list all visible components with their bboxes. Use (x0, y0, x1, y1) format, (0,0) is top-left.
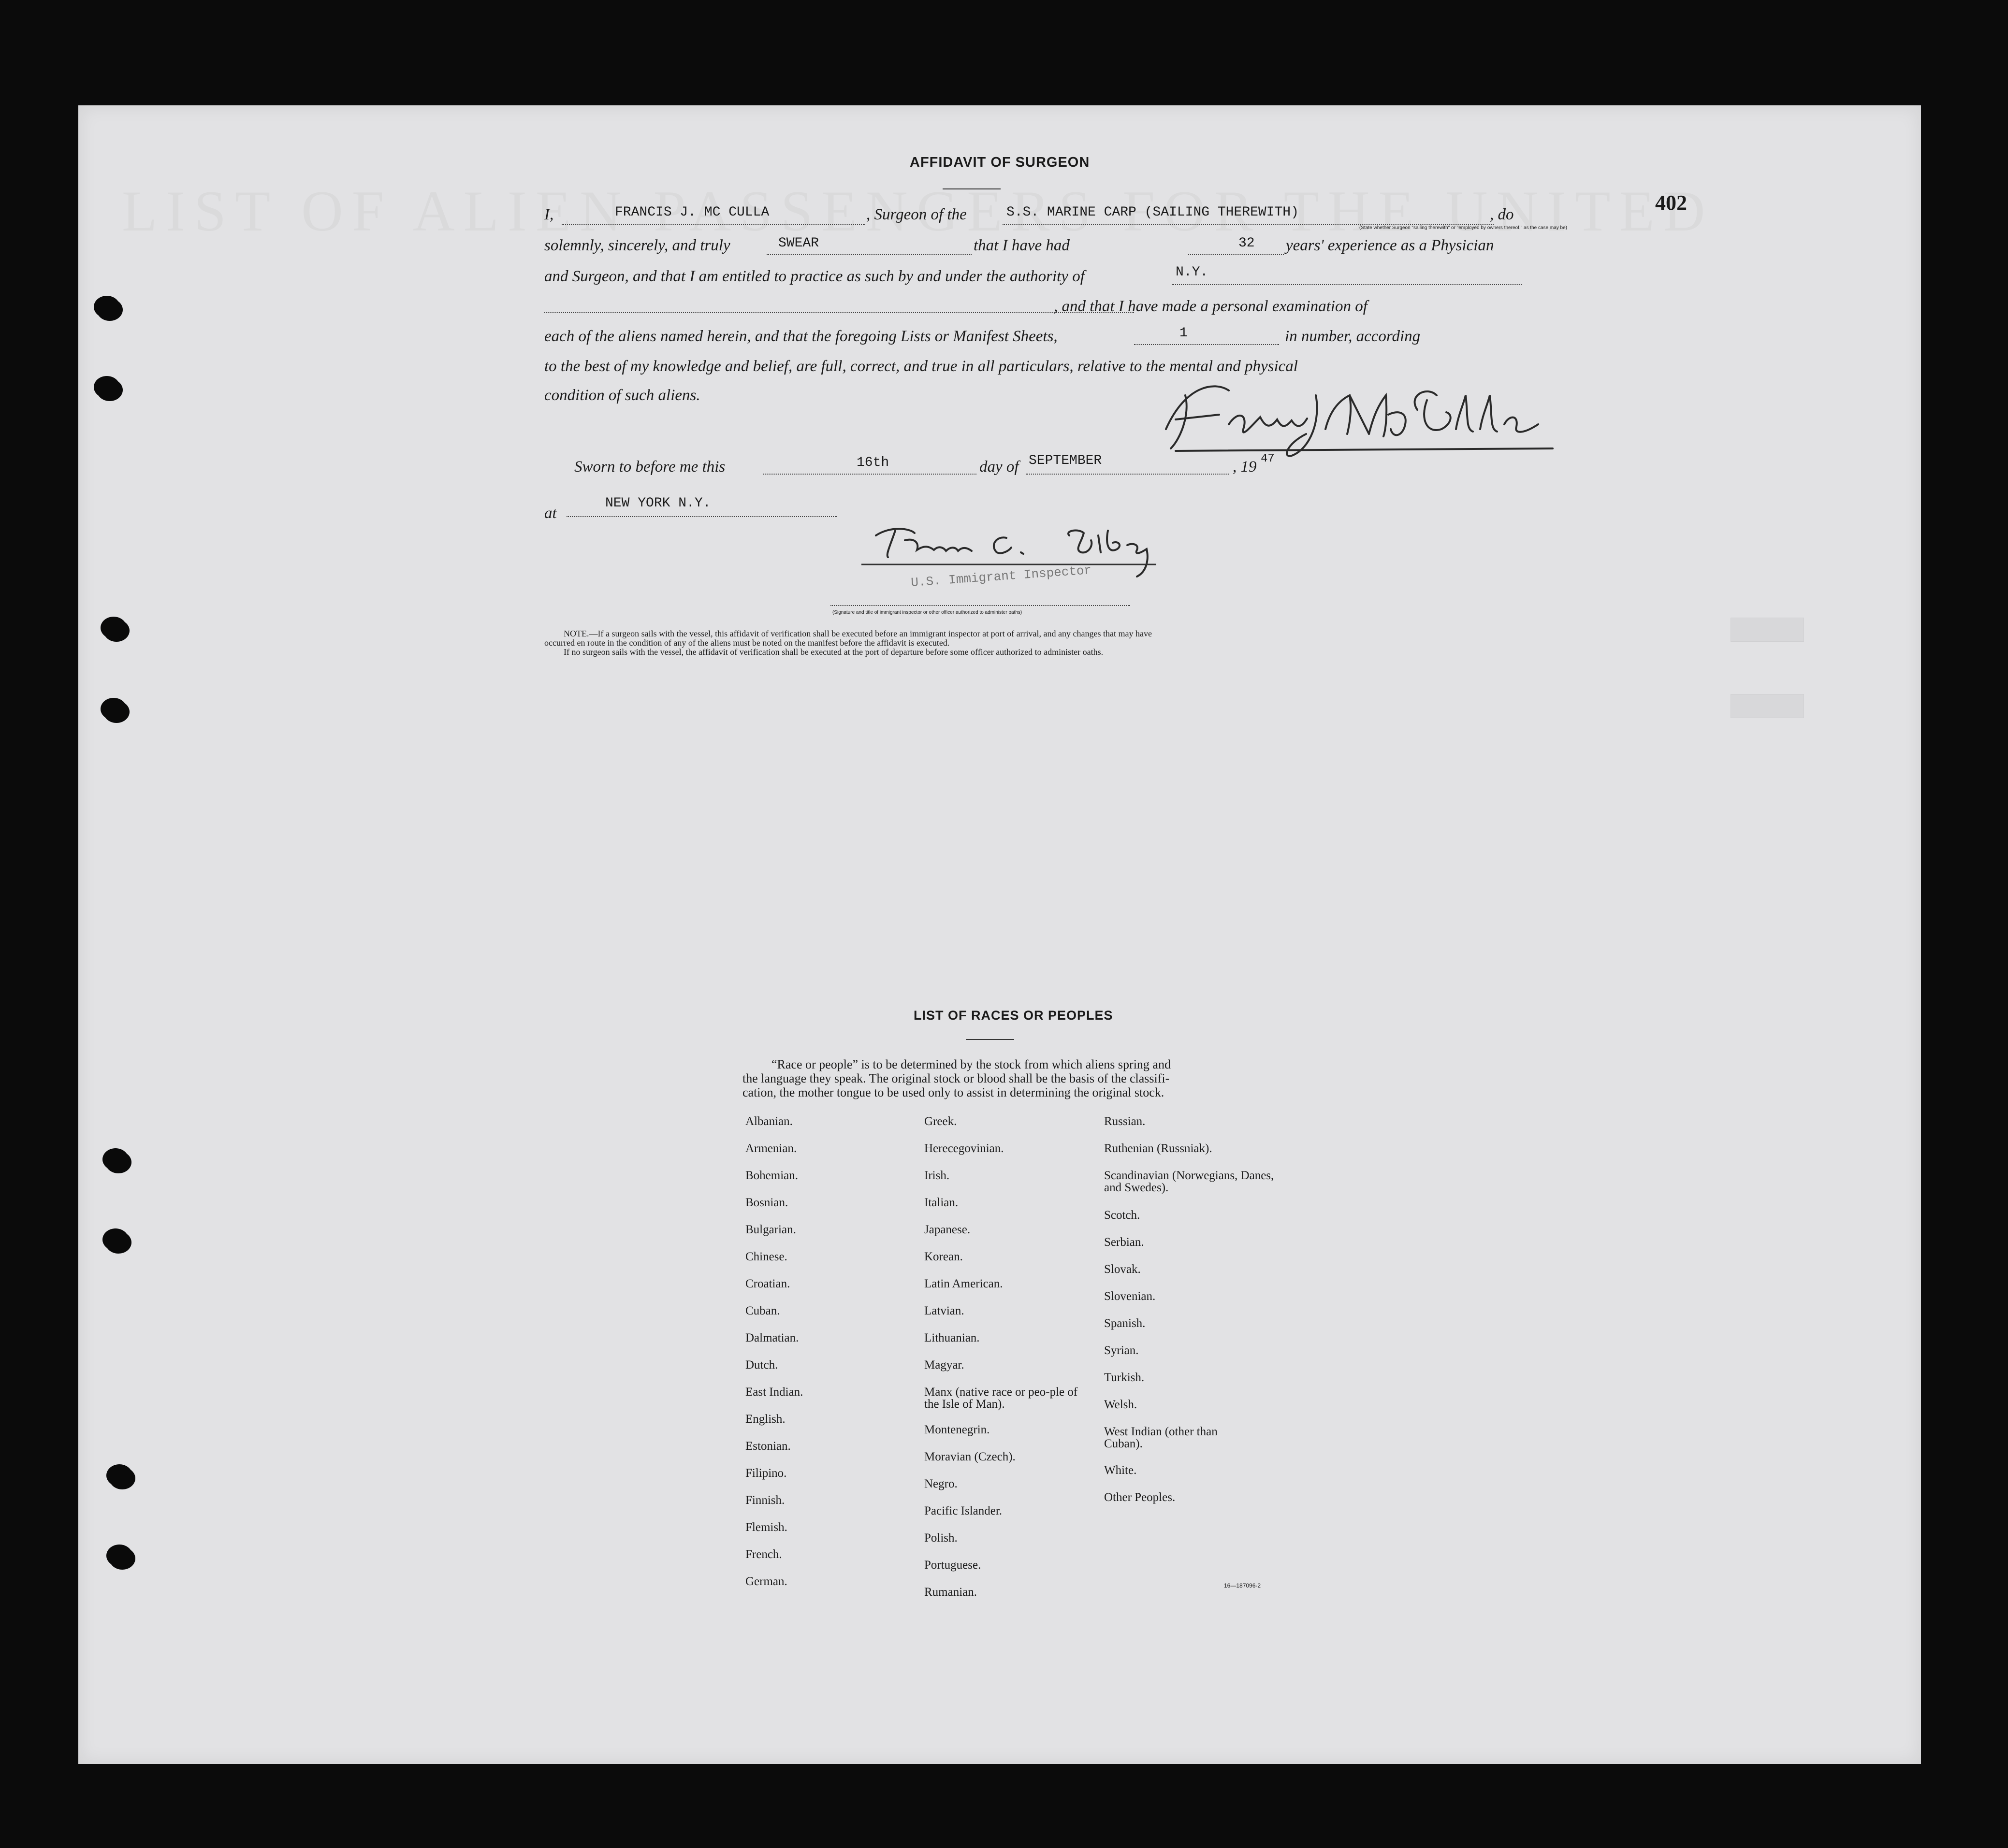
affidavit-line1-end: , do (1490, 206, 1514, 223)
race-item: Serbian. (1104, 1236, 1144, 1249)
line4-rule (544, 312, 1134, 313)
race-item: West Indian (other than Cuban). (1104, 1425, 1218, 1450)
inspector-caption: (Signature and title of immigrant inspector or other officer authorized to administer oaths) (832, 610, 1022, 615)
line3-rule (1172, 284, 1522, 285)
race-item: Lithuanian. (924, 1331, 980, 1344)
affidavit-line2-lead: solemnly, sincerely, and truly (544, 237, 730, 254)
page-number: 402 (1655, 191, 1687, 215)
race-item: German. (745, 1575, 787, 1588)
affidavit-line1-mid: , Surgeon of the (866, 206, 967, 223)
race-item: Flemish. (745, 1521, 787, 1534)
document-page (78, 105, 1921, 1764)
race-item: Slovak. (1104, 1263, 1141, 1276)
affidavit-line4-end: , and that I have made a personal examination of (1054, 298, 1368, 315)
race-item: Magyar. (924, 1358, 964, 1372)
faint-box-1 (1731, 618, 1804, 642)
race-item: White. (1104, 1464, 1137, 1477)
vessel-field: S.S. MARINE CARP (SAILING THEREWITH) (1006, 205, 1299, 220)
race-item: Croatian. (745, 1277, 790, 1290)
affidavit-line5-end: in number, according (1285, 328, 1421, 345)
sworn-year-field: 47 (1261, 452, 1275, 465)
punch-hole (101, 698, 127, 720)
race-item: Moravian (Czech). (924, 1450, 1016, 1463)
faint-box-2 (1731, 694, 1804, 718)
races-column-2 (924, 1115, 1093, 1613)
oath-field: SWEAR (778, 236, 819, 251)
races-intro (742, 1057, 1342, 1099)
races-intro-line-2: the language they speak. The original stock or blood shall be the basis of the classifi- (742, 1071, 1170, 1085)
affidavit-line2-end: years' experience as a Physician (1286, 237, 1494, 254)
sworn-lead: Sworn to before me this (574, 458, 726, 476)
punch-hole (94, 296, 120, 318)
race-item: Russian. (1104, 1115, 1146, 1128)
line5-rule (1134, 344, 1279, 345)
race-item: Armenian. (745, 1142, 797, 1155)
affidavit-line7: condition of such aliens. (544, 387, 700, 404)
race-item: Syrian. (1104, 1344, 1139, 1357)
affidavit-title: AFFIDAVIT OF SURGEON (910, 155, 1090, 170)
affidavit-line5-lead: each of the aliens named herein, and that the foregoing Lists or Manifest Sheets, (544, 328, 1058, 345)
race-item: Scandinavian (Norwegians, Danes, and Swedes). (1104, 1169, 1274, 1194)
vessel-note: (State whether Surgeon "sailing therewith" or "employed by owners thereof," as the case may be) (1359, 225, 1567, 231)
race-item: Bulgarian. (745, 1223, 796, 1236)
sworn-year-prefix: , 19 (1233, 458, 1257, 476)
race-item: Cuban. (745, 1304, 780, 1317)
punch-hole (101, 617, 127, 639)
punch-hole (102, 1148, 129, 1170)
races-intro-line-1: “Race or people” is to be determined by the stock from which aliens spring and (771, 1057, 1171, 1071)
race-item: Filipino. (745, 1467, 787, 1480)
inspector-rule (830, 605, 1130, 606)
races-title: LIST OF RACES OR PEOPLES (914, 1008, 1113, 1023)
form-code: 16—187096-2 (1224, 1582, 1261, 1589)
sworn-day-of: day of (979, 458, 1019, 476)
race-item: Bohemian. (745, 1169, 799, 1182)
race-item: Chinese. (745, 1250, 787, 1263)
race-item: Latin American. (924, 1277, 1003, 1290)
race-item: Albanian. (745, 1115, 793, 1128)
race-item: Bosnian. (745, 1196, 788, 1209)
races-intro-line-3: cation, the mother tongue to be used only to assist in determining the original stock. (742, 1085, 1164, 1099)
race-item: French. (745, 1548, 782, 1561)
line2-rule-a (767, 254, 972, 255)
race-item: Rumanian. (924, 1586, 977, 1599)
note-line-3: If no surgeon sails with the vessel, the affidavit of verification shall be executed at the port of departure before some officer authorized to administer oaths. (564, 647, 1104, 657)
sworn-month-field: SEPTEMBER (1029, 453, 1102, 468)
punch-hole (94, 376, 120, 398)
race-item: Other Peoples. (1104, 1491, 1176, 1504)
affidavit-note (544, 629, 1540, 657)
race-item: Dalmatian. (745, 1331, 799, 1344)
affidavit-line3-lead: and Surgeon, and that I am entitled to practice as such by and under the authority of (544, 268, 1085, 285)
race-item: Ruthenian (Russniak). (1104, 1142, 1212, 1155)
inspector-title-stamp: U.S. Immigrant Inspector (910, 563, 1092, 591)
sworn-day-rule (763, 474, 976, 475)
race-item: Welsh. (1104, 1398, 1137, 1411)
race-item: Turkish. (1104, 1371, 1145, 1384)
race-item: Manx (native race or peo-ple of the Isle of Man). (924, 1386, 1078, 1411)
races-column-3 (1104, 1115, 1283, 1518)
at-lead: at (544, 505, 557, 522)
race-item: Pacific Islander. (924, 1504, 1003, 1517)
race-item: Korean. (924, 1250, 963, 1263)
authority-field: N.Y. (1176, 265, 1208, 280)
race-item: Spanish. (1104, 1317, 1146, 1330)
affidavit-line1-lead: I, (544, 206, 554, 223)
place-rule (567, 516, 837, 517)
race-item: Italian. (924, 1196, 959, 1209)
race-item: English. (745, 1413, 786, 1426)
race-item: Portuguese. (924, 1559, 981, 1572)
affidavit-line6: to the best of my knowledge and belief, are full, correct, and true in all particulars, relative to the mental and physical (544, 358, 1298, 375)
punch-hole (106, 1545, 132, 1567)
race-item: Latvian. (924, 1304, 964, 1317)
race-item: Herecegovinian. (924, 1142, 1004, 1155)
surgeon-signature (1156, 366, 1572, 463)
surgeon-name-field: FRANCIS J. MC CULLA (615, 205, 770, 220)
race-item: Dutch. (745, 1358, 778, 1372)
punch-hole (106, 1464, 132, 1487)
note-line-1: NOTE.—If a surgeon sails with the vessel, this affidavit of verification shall be executed before an immigrant inspector at port of arrival, and any changes that may have (564, 629, 1152, 638)
race-item: Japanese. (924, 1223, 971, 1236)
race-item: Greek. (924, 1115, 957, 1128)
sworn-day-field: 16th (857, 455, 889, 470)
races-title-underline (966, 1039, 1014, 1040)
race-item: Estonian. (745, 1440, 791, 1453)
line2-rule-b (1188, 254, 1284, 255)
race-item: Montenegrin. (924, 1423, 990, 1436)
sworn-month-rule (1026, 474, 1229, 475)
note-line-2: occurred en route in the condition of any of the aliens must be noted on the manifest before the affidavit is executed. (544, 638, 950, 648)
races-column-1 (745, 1115, 905, 1603)
race-item: East Indian. (745, 1386, 803, 1399)
years-field: 32 (1238, 236, 1255, 251)
title-underline (943, 188, 1001, 189)
race-item: Polish. (924, 1531, 958, 1545)
affidavit-line2-mid: that I have had (974, 237, 1070, 254)
sheets-field: 1 (1179, 326, 1188, 341)
race-item: Irish. (924, 1169, 950, 1182)
race-item: Slovenian. (1104, 1290, 1156, 1303)
race-item: Finnish. (745, 1494, 785, 1507)
punch-hole (102, 1228, 129, 1251)
race-item: Negro. (924, 1477, 958, 1490)
race-item: Scotch. (1104, 1209, 1140, 1222)
line1-rule-a (562, 224, 865, 225)
place-field: NEW YORK N.Y. (605, 496, 711, 511)
